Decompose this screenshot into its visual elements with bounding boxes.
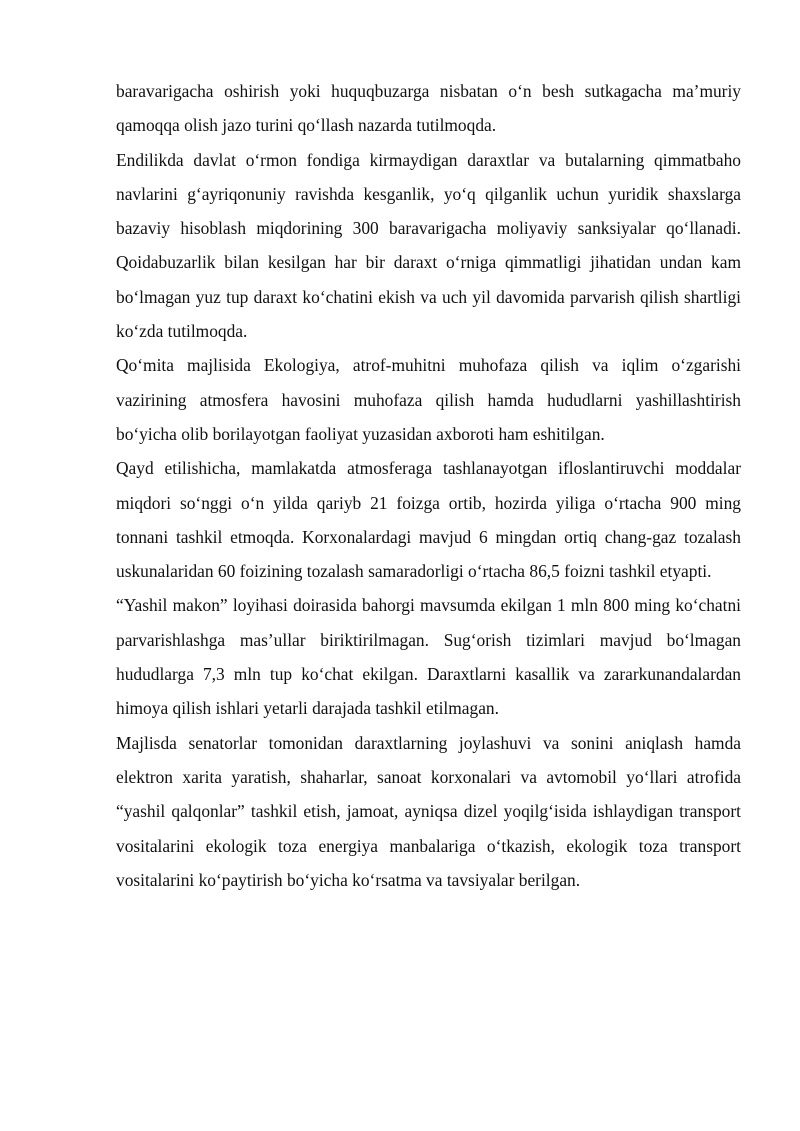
paragraph-emissions-statistics: Qayd etilishicha, mamlakatda atmosferaga tashlanayotgan ifloslantiruvchi moddalar miqdori so‘nggi o‘n yilda qariyb 21 foizga ortib, hozirda yiliga o‘rtacha 900 ming tonnani tashkil etmoqda. Korxonalardagi mavjud 6 mingdan ortiq chang-gaz tozalash uskunalaridan 60 foizining tozalash samaradorligi o‘rtacha 86,5 foizni tashkil etyapti. <box>116 458 741 582</box>
paragraph-tree-cutting-sanctions: Endilikda davlat o‘rmon fondiga kirmaydigan daraxtlar va butalarning qimmatbaho navlarini g‘ayriqonuniy ravishda kesganlik, yo‘q qilganlik uchun yuridik shaxslarga bazaviy hisoblash miqdorining 300 baravarigacha moliyaviy sanksiyalar qo‘llanadi. Qoidabuzarlik bilan kesilgan har bir daraxt o‘rniga qimmatligi jihatidan undan kam bo‘lmagan yuz tup daraxt ko‘chatini ekish va uch yil davomida parvarish qilish shartligi ko‘zda tutilmoqda. <box>116 149 741 342</box>
document-body <box>116 74 741 897</box>
paragraph-penalty-continuation: baravarigacha oshirish yoki huquqbuzarga nisbatan o‘n besh sutkagacha ma’muriy qamoqqa olish jazo turini qo‘llash nazarda tutilmoqda. <box>116 81 741 136</box>
paragraph-yashil-makon: “Yashil makon” loyihasi doirasida bahorgi mavsumda ekilgan 1 mln 800 ming ko‘chatni parvarishlashga mas’ullar biriktirilmagan. Sug‘orish tizimlari mavjud bo‘lmagan hududlarga 7,3 mln tup ko‘chat ekilgan. Daraxtlarni kasallik va zararkunandalardan himoya qilish ishlari yetarli darajada tashkil etilmagan. <box>116 595 741 719</box>
paragraph-committee-session: Qo‘mita majlisida Ekologiya, atrof-muhitni muhofaza qilish va iqlim o‘zgarishi vazirining atmosfera havosini muhofaza qilish hamda hududlarni yashillashtirish bo‘yicha olib borilayotgan faoliyat yuzasidan axboroti ham eshitilgan. <box>116 355 741 444</box>
paragraph-senator-recommendations: Majlisda senatorlar tomonidan daraxtlarning joylashuvi va sonini aniqlash hamda elektron xarita yaratish, shaharlar, sanoat korxonalari va avtomobil yo‘llari atrofida “yashil qalqonlar” tashkil etish, jamoat, ayniqsa dizel yoqilg‘isida ishlaydigan transport vositalarini ekologik toza energiya manbalariga o‘tkazish, ekologik toza transport vositalarini ko‘paytirish bo‘yicha ko‘rsatma va tavsiyalar berilgan. <box>116 732 741 890</box>
